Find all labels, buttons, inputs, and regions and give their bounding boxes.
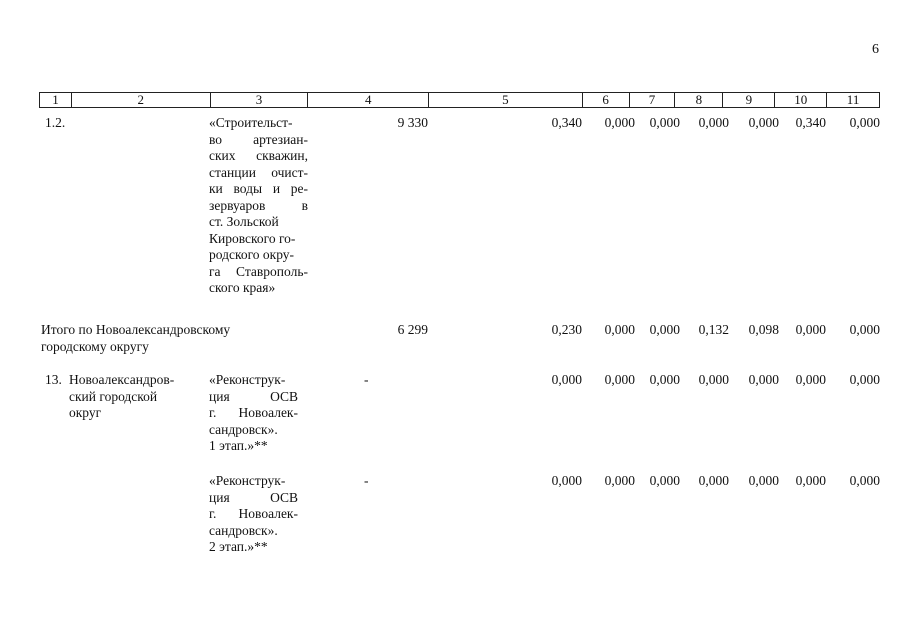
value-col-6: 0,000 [604, 473, 635, 488]
capacity-value: 9 330 [397, 115, 428, 130]
row-number: 1.2. [45, 115, 66, 130]
value-col-9: 0,000 [748, 372, 779, 387]
value-col-8: 0,000 [698, 473, 729, 488]
value-col-5: 0,000 [551, 372, 582, 387]
header-col-2: 2 [72, 93, 211, 107]
value-col-7: 0,000 [649, 115, 680, 130]
header-col-1: 1 [40, 93, 72, 107]
total-label: Итого по Новоалександровскому городскому округу [41, 322, 231, 354]
value-col-7: 0,000 [649, 473, 680, 488]
value-col-6: 0,000 [604, 115, 635, 130]
value-col-5: 0,000 [551, 473, 582, 488]
page-number: 6 [872, 42, 879, 57]
header-col-10: 10 [775, 93, 827, 107]
object-name: «Реконструк- ция ОСВ г. Новоалек- сандровск». 2 этап.»** [209, 473, 298, 554]
value-col-11: 0,000 [849, 322, 880, 337]
value-col-8: 0,000 [698, 115, 729, 130]
value-col-10: 0,000 [795, 372, 826, 387]
header-col-4: 4 [308, 93, 429, 107]
row-number: 13. [45, 372, 62, 387]
value-col-5: 0,230 [551, 322, 582, 337]
capacity-value: 6 299 [397, 322, 428, 337]
value-col-8: 0,000 [698, 372, 729, 387]
value-col-11: 0,000 [849, 115, 880, 130]
table-header-row [39, 92, 880, 108]
value-col-9: 0,098 [748, 322, 779, 337]
header-col-6: 6 [583, 93, 630, 107]
value-col-6: 0,000 [604, 322, 635, 337]
value-col-5: 0,340 [551, 115, 582, 130]
header-col-5: 5 [429, 93, 583, 107]
value-col-10: 0,000 [795, 473, 826, 488]
header-col-9: 9 [723, 93, 775, 107]
value-col-9: 0,000 [748, 115, 779, 130]
value-col-7: 0,000 [649, 372, 680, 387]
district-name: Новоалександров- ский городской округ [69, 372, 175, 420]
value-col-10: 0,000 [795, 322, 826, 337]
value-col-7: 0,000 [649, 322, 680, 337]
header-col-11: 11 [846, 92, 860, 107]
header-col-3: 3 [211, 93, 309, 107]
capacity-value: - [364, 473, 369, 488]
value-col-10: 0,340 [795, 115, 826, 130]
value-col-8: 0,132 [698, 322, 729, 337]
capacity-value: - [364, 372, 369, 387]
header-col-7: 7 [630, 93, 676, 107]
object-name: «Строительст- во артезиан- ских скважин, станции очист- ки воды и ре- зервуаров в ст. Зольской Кировского го- родского окру- га Ставрополь- ского края» [209, 115, 308, 295]
value-col-11: 0,000 [849, 372, 880, 387]
object-name: «Реконструк- ция ОСВ г. Новоалек- сандровск». 1 этап.»** [209, 372, 298, 453]
value-col-11: 0,000 [849, 473, 880, 488]
value-col-6: 0,000 [604, 372, 635, 387]
header-col-8: 8 [675, 93, 723, 107]
value-col-9: 0,000 [748, 473, 779, 488]
